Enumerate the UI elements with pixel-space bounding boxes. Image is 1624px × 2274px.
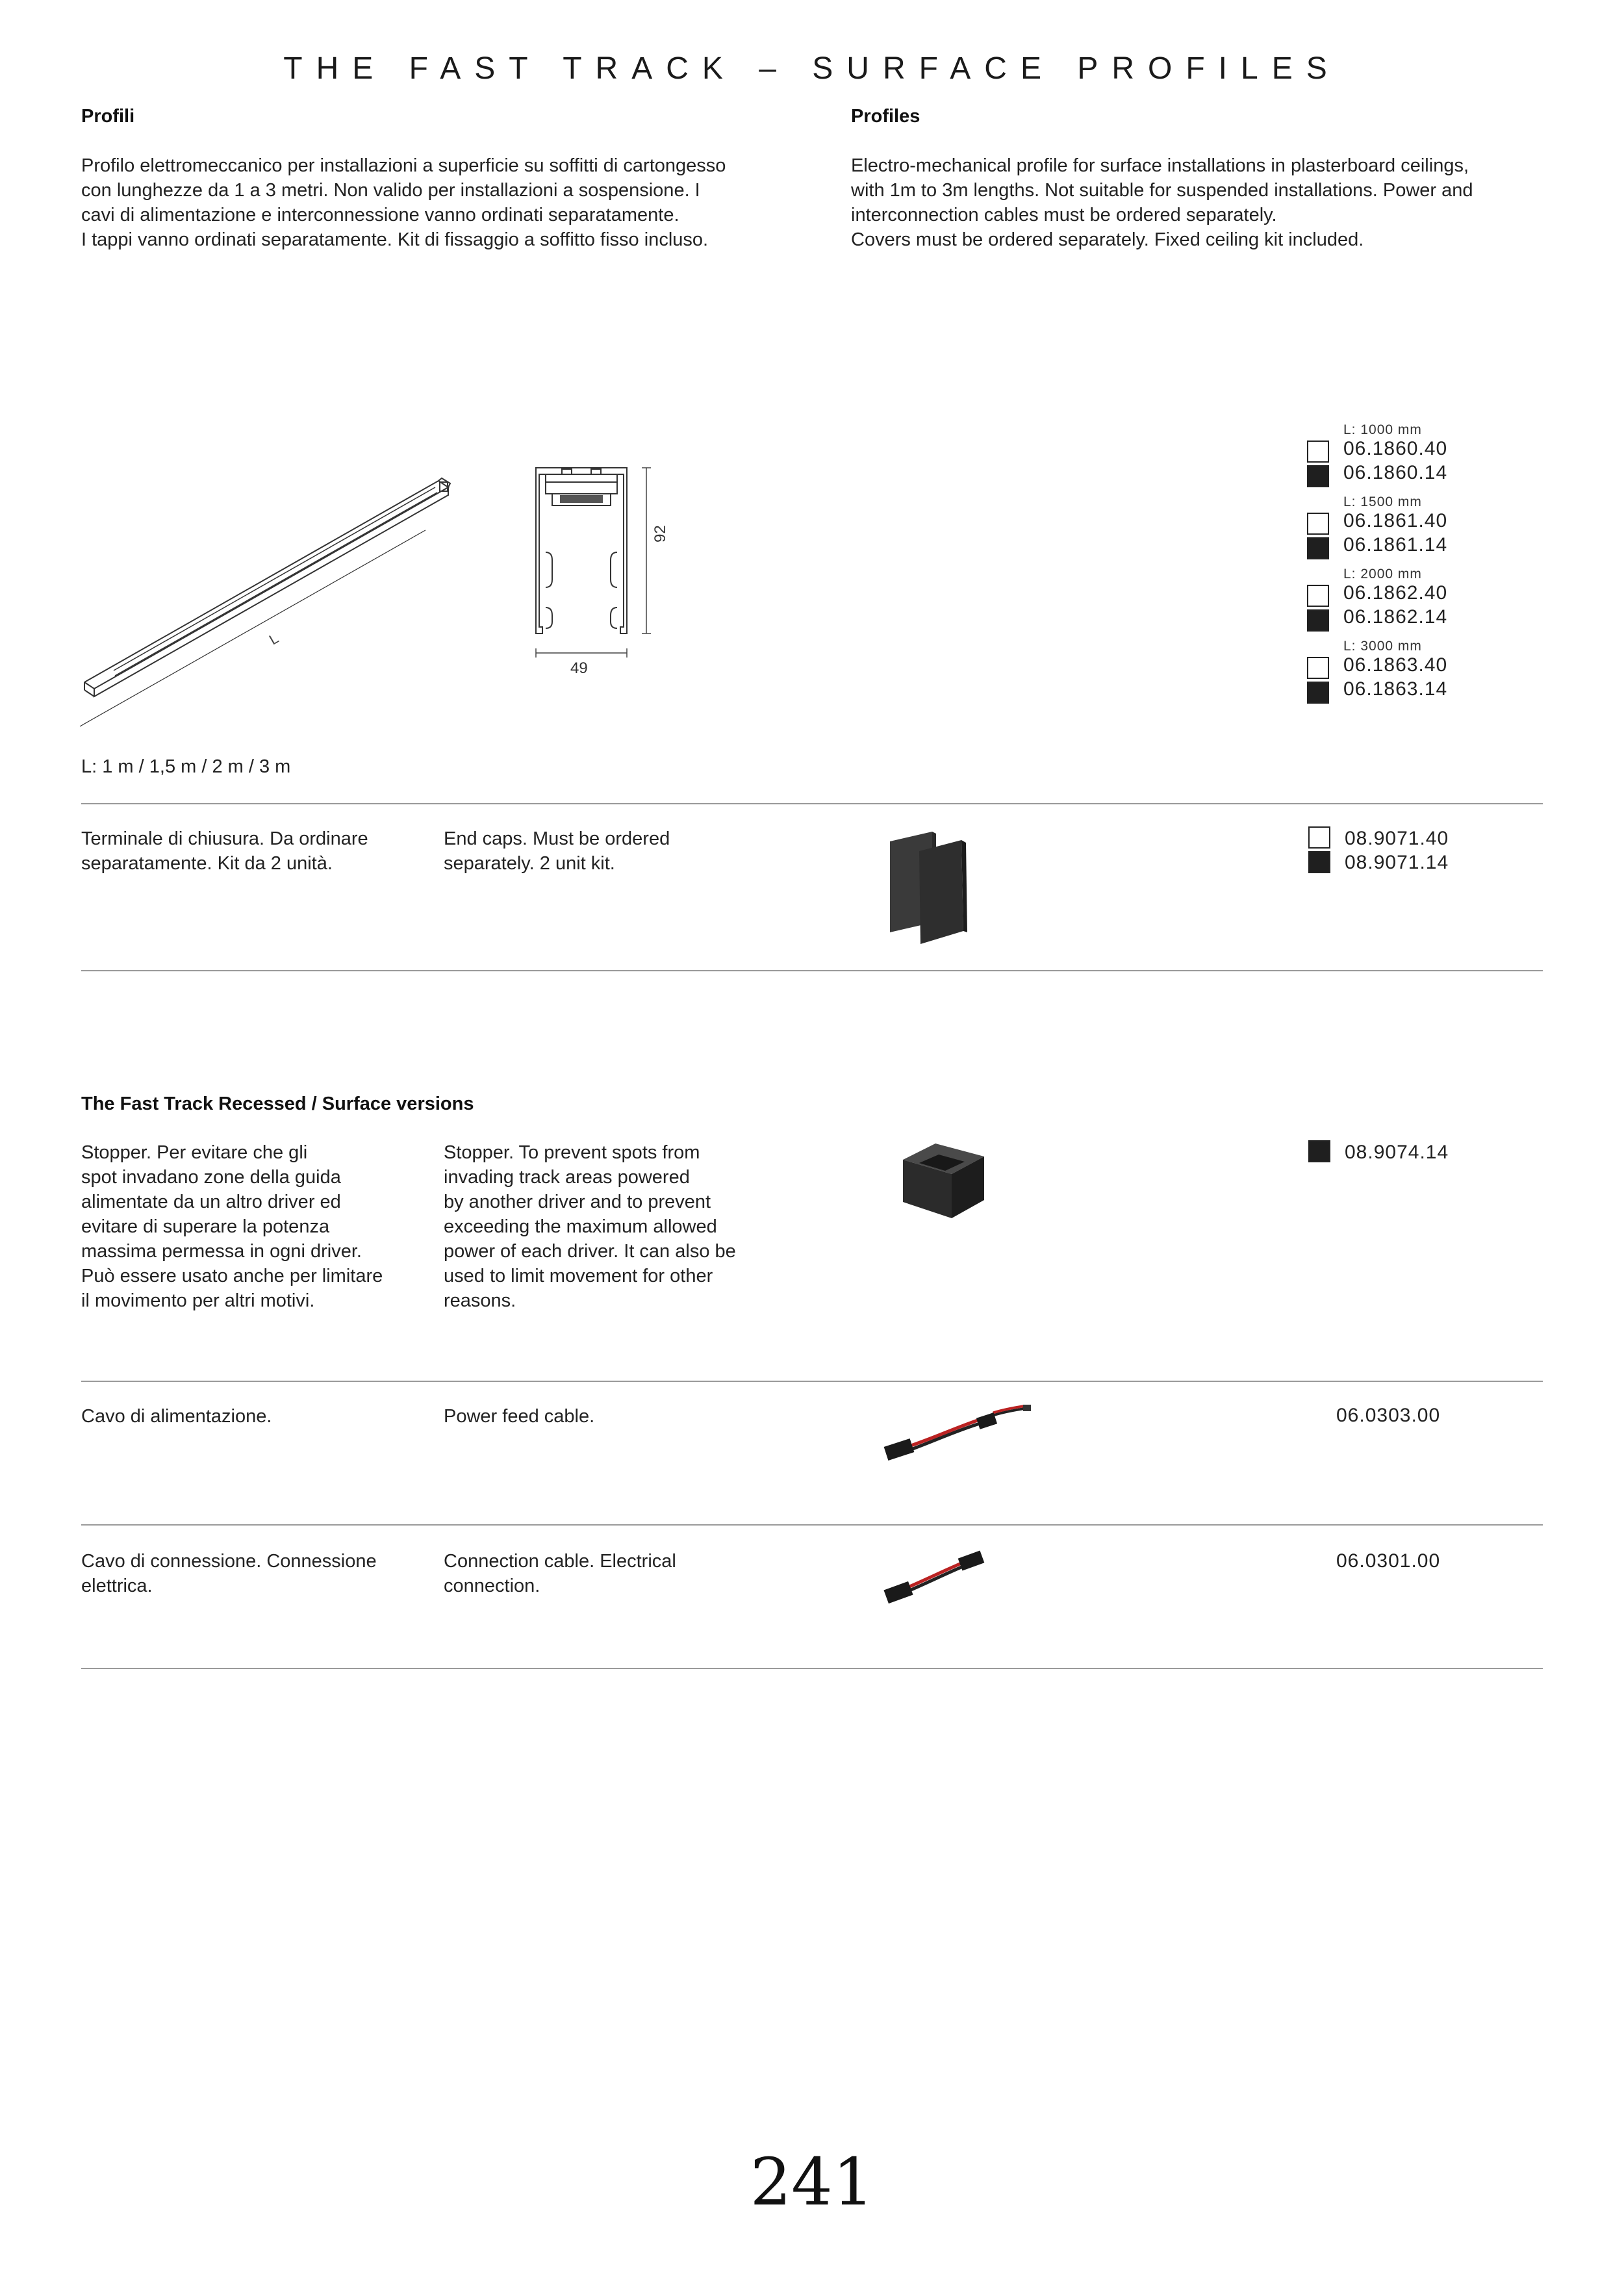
product-code: 06.1863.40 [1343, 654, 1448, 676]
power-cable-code: 06.0303.00 [1336, 1405, 1441, 1426]
stopper-it-line: massima permessa in ogni driver. [81, 1241, 362, 1262]
white-finish-swatch [1308, 826, 1330, 849]
product-code: 06.1863.14 [1343, 678, 1448, 700]
product-code: 06.1862.40 [1343, 582, 1448, 604]
white-finish-swatch [1307, 657, 1329, 679]
stopper-it-text [81, 1140, 383, 1313]
connection-cable-en-text [444, 1549, 676, 1598]
lengths-caption: L: 1 m / 1,5 m / 2 m / 3 m [81, 756, 291, 777]
black-finish-swatch [1307, 465, 1329, 487]
intro-it-line: I tappi vanno ordinati separatamente. Kit di fissaggio a soffitto fisso incluso. [81, 229, 709, 250]
product-code: 06.1860.14 [1343, 462, 1448, 483]
endcaps-en-line: End caps. Must be ordered [444, 828, 670, 849]
length-label: L: 1500 mm [1343, 494, 1422, 509]
height-dimension-label: 92 [652, 525, 669, 543]
stopper-code-black: 08.9074.14 [1345, 1142, 1449, 1163]
divider [81, 1524, 1543, 1526]
black-finish-swatch [1307, 609, 1329, 632]
profile-code-table [1307, 421, 1502, 713]
width-dimension-label: 49 [570, 659, 588, 677]
black-finish-swatch [1308, 851, 1330, 873]
black-finish-swatch [1308, 1140, 1330, 1162]
endcaps-it-text [81, 826, 368, 876]
stopper-en-line: exceeding the maximum allowed [444, 1216, 717, 1237]
intro-it-text [81, 153, 726, 252]
connection-cable-code: 06.0301.00 [1336, 1550, 1441, 1572]
stopper-it-line: Stopper. Per evitare che gli [81, 1142, 308, 1163]
connection-cable-en-line: Connection cable. Electrical [444, 1551, 676, 1572]
profile-perspective-drawing [75, 468, 464, 741]
stopper-en-line: by another driver and to prevent [444, 1192, 711, 1212]
stopper-en-line: used to limit movement for other [444, 1266, 713, 1286]
stopper-en-text [444, 1140, 736, 1313]
connection-cable-en-line: connection. [444, 1576, 540, 1596]
endcaps-image [880, 828, 984, 949]
connection-cable-it-line: elettrica. [81, 1576, 153, 1596]
stopper-it-line: alimentate da un altro driver ed [81, 1192, 341, 1212]
divider [81, 803, 1543, 804]
white-finish-swatch [1307, 513, 1329, 535]
product-code: 06.1861.40 [1343, 510, 1448, 531]
connection-cable-it-text [81, 1549, 377, 1598]
page-title: THE FAST TRACK – SURFACE PROFILES [283, 51, 1341, 86]
stopper-en-line: power of each driver. It can also be [444, 1241, 736, 1262]
intro-en-line: with 1m to 3m lengths. Not suitable for suspended installations. Power and [851, 180, 1473, 201]
intro-en-line: interconnection cables must be ordered separately. [851, 205, 1277, 225]
divider [81, 1668, 1543, 1669]
divider [81, 970, 1543, 971]
stopper-it-line: evitare di superare la potenza [81, 1216, 330, 1237]
endcaps-it-line: Terminale di chiusura. Da ordinare [81, 828, 368, 849]
length-symbol: L [266, 630, 282, 648]
stopper-en-line: invading track areas powered [444, 1167, 690, 1188]
white-finish-swatch [1307, 585, 1329, 607]
section2-heading: The Fast Track Recessed / Surface versions [81, 1093, 474, 1114]
endcaps-en-line: separately. 2 unit kit. [444, 853, 615, 874]
intro-it-line: cavi di alimentazione e interconnessione vanno ordinati separatamente. [81, 205, 679, 225]
intro-it-line: Profilo elettromeccanico per installazioni a superficie su soffitti di cartongesso [81, 155, 726, 176]
endcaps-code-black: 08.9071.14 [1345, 852, 1449, 873]
length-label: L: 3000 mm [1343, 639, 1422, 654]
product-code: 06.1861.14 [1343, 534, 1448, 556]
product-code: 06.1860.40 [1343, 438, 1448, 459]
power-cable-it: Cavo di alimentazione. [81, 1406, 272, 1427]
endcaps-en-text [444, 826, 670, 876]
power-cable-image [880, 1403, 1036, 1468]
stopper-it-line: spot invadano zone della guida [81, 1167, 341, 1188]
product-code: 06.1862.14 [1343, 606, 1448, 628]
intro-en-heading: Profiles [851, 106, 920, 127]
intro-en-line: Covers must be ordered separately. Fixed ceiling kit included. [851, 229, 1364, 250]
profile-section-drawing [520, 455, 689, 689]
stopper-it-line: Può essere usato anche per limitare [81, 1266, 383, 1286]
length-label: L: 1000 mm [1343, 422, 1422, 437]
stopper-en-line: Stopper. To prevent spots from [444, 1142, 700, 1163]
power-cable-en: Power feed cable. [444, 1406, 595, 1427]
black-finish-swatch [1307, 537, 1329, 559]
page-number: 241 [750, 2144, 874, 2220]
white-finish-swatch [1307, 441, 1329, 463]
intro-en-text [851, 153, 1473, 252]
connection-cable-it-line: Cavo di connessione. Connessione [81, 1551, 377, 1572]
black-finish-swatch [1307, 682, 1329, 704]
endcaps-it-line: separatamente. Kit da 2 unità. [81, 853, 333, 874]
intro-it-line: con lunghezze da 1 a 3 metri. Non valido per installazioni a sospensione. I [81, 180, 700, 201]
endcaps-code-white: 08.9071.40 [1345, 828, 1449, 849]
intro-it-heading: Profili [81, 106, 135, 127]
divider [81, 1381, 1543, 1382]
connection-cable-image [880, 1546, 997, 1611]
intro-en-line: Electro-mechanical profile for surface installations in plasterboard ceilings, [851, 155, 1469, 176]
length-label: L: 2000 mm [1343, 567, 1422, 581]
stopper-en-line: reasons. [444, 1290, 516, 1311]
stopper-image [900, 1140, 991, 1225]
stopper-it-line: il movimento per altri motivi. [81, 1290, 315, 1311]
